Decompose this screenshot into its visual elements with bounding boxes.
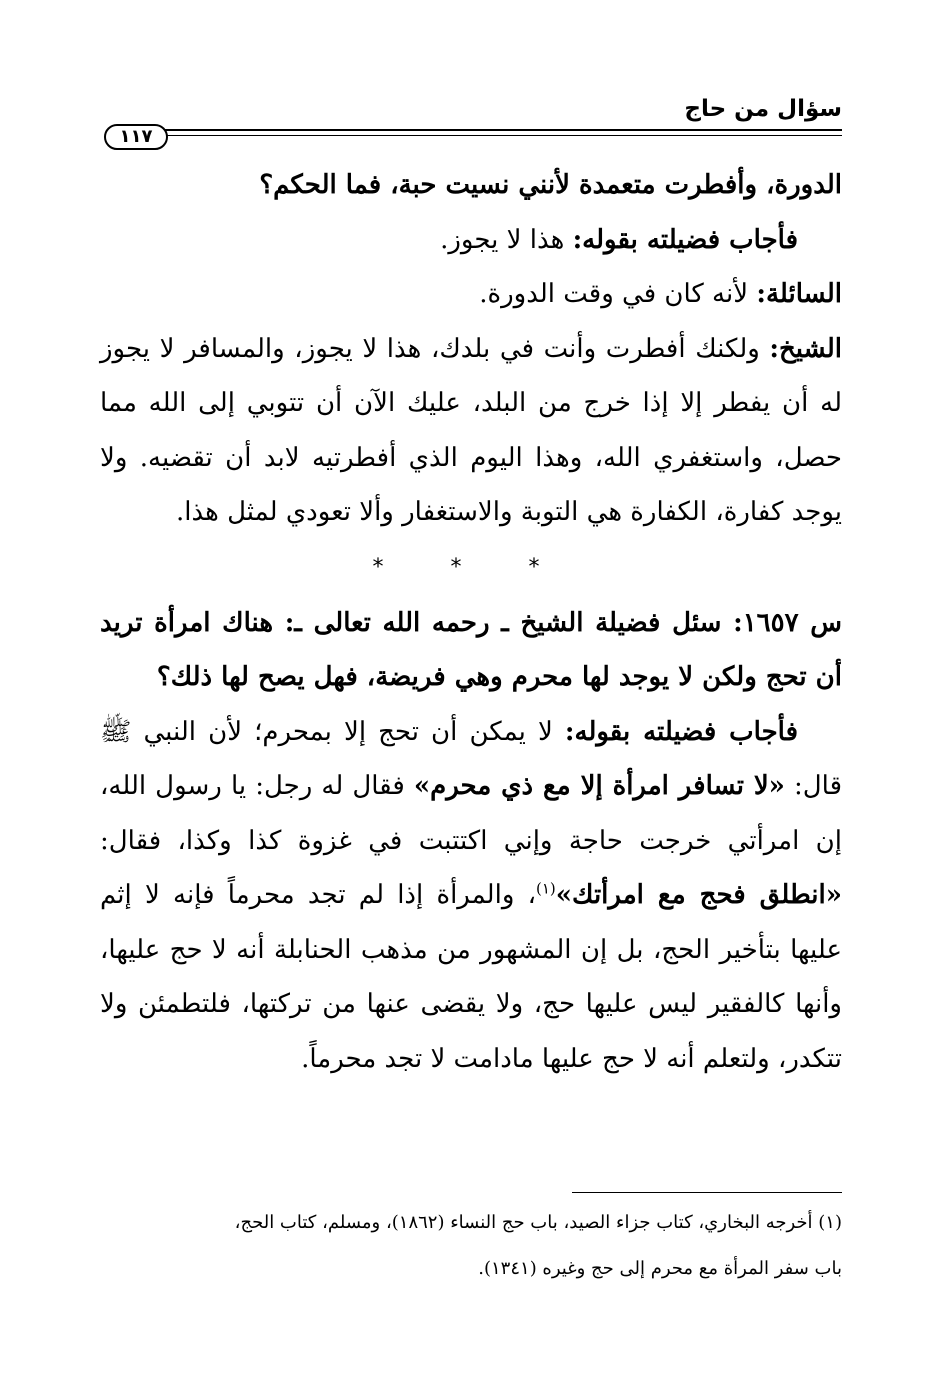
question-1657: س ١٦٥٧: سئل فضيلة الشيخ ـ رحمه الله تعالى ـ: هناك امرأة تريد أن تحج ولكن لا يوجد لها محرم وهي فريضة، فهل يصح لها ذلك؟ [100, 607, 842, 692]
answer-text: هذا لا يجوز. [440, 224, 573, 255]
answer-1657 [100, 705, 842, 1087]
footnotes [100, 1200, 842, 1292]
questioner-lead: السائلة: [756, 279, 842, 309]
footnote-line-2: باب سفر المرأة مع محرم إلى حج وغيره (١٣٤١). [478, 1258, 842, 1279]
sheikh-paragraph [100, 322, 842, 540]
running-title: سؤال من حاج [684, 96, 842, 122]
section-separator: * * * [372, 554, 570, 580]
footnote-line-1: (١) أخرجه البخاري، كتاب جزاء الصيد، باب حج النساء (١٨٦٢)، ومسلم، كتاب الحج، [234, 1212, 842, 1233]
questioner-paragraph [100, 267, 842, 322]
answer-1657-text-3: ، والمرأة إذا لم تجد محرماً فإنه لا إثم عليها بتأخير الحج، بل إن المشهور من مذهب الحنابلة أنه لا حج عليها، وأنها كالفقير ليس عليها حج، ولا يقضى عنها من تركتها، فلتطمئن ولا تتكدر، ولتعلم أنه لا حج عليها مادامت لا تجد محرماً. [100, 880, 842, 1074]
footnote-ref: (١) [536, 879, 556, 898]
hadith-quote-2: «انطلق فحج مع امرأتك» [555, 880, 842, 910]
answer-1657-text-1: لا يمكن أن تحج إلا بمحرم؛ لأن النبي ﷺ قال: [100, 716, 843, 801]
header-rule-thin [160, 135, 842, 136]
questioner-text: لأنه كان في وقت الدورة. [479, 279, 757, 309]
header-rule [160, 129, 842, 131]
sheikh-lead: الشيخ: [769, 333, 842, 364]
footnote-rule [572, 1192, 842, 1193]
body-text [100, 158, 842, 1086]
answer-paragraph [100, 213, 842, 268]
page-number: ١١٧ [104, 124, 168, 150]
answer-1657-lead: فأجاب فضيلته بقوله: [564, 716, 798, 747]
sheikh-text: ولكنك أفطرت وأنت في بلدك، هذا لا يجوز، والمسافر لا يجوز له أن يفطر إلا إذا خرج من البلد، عليك الآن أن تتوبي إلى الله مما حصل، واستغفري الله، وهذا اليوم الذي أفطرتيه لابد أن تقضيه. ولا يوجد كفارة، الكفارة هي التوبة والاستغفار وألا تعودي لمثل هذا. [100, 333, 843, 527]
hadith-quote-1: «لا تسافر امرأة إلا مع ذي محرم» [413, 771, 785, 801]
answer-lead: فأجاب فضيلته بقوله: [572, 224, 798, 255]
question-continuation: الدورة، وأفطرت متعمدة لأنني نسيت حبة، فما الحكم؟ [259, 170, 842, 200]
answer-1657-text-2: فقال له رجل: يا رسول الله، إن امرأتي خرجت حاجة وإني اكتتبت في غزوة كذا وكذا، فقال: [100, 771, 842, 856]
